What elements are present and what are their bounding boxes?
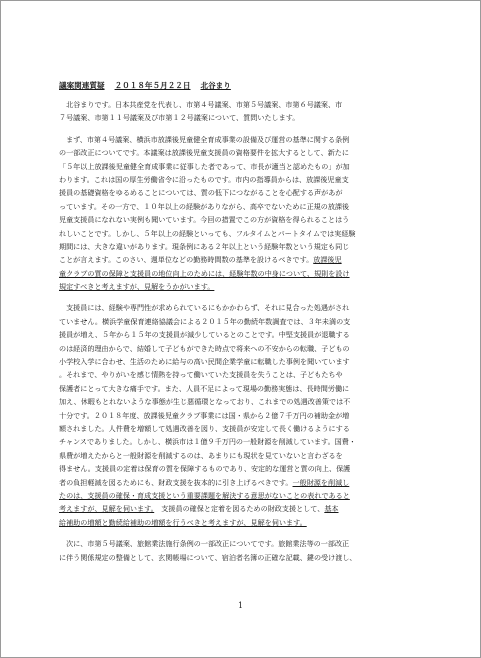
text-line — [59, 253, 425, 266]
text-segment: チャンスでありました。しかし、横浜市は１億９千万円の一般財源を削減しています。国費・ — [59, 437, 356, 447]
text-line — [59, 476, 425, 489]
text-line — [59, 173, 425, 186]
text-segment: 額されました。人件費を増額して処遇改善を図り、支援員が安定して長く働けるようにする — [59, 423, 350, 433]
underlined-segment: 規定すべきと考えますが、見解をうかがいます。 — [59, 282, 215, 292]
text-segment: に伴う関係規定の整備として、玄関帳場について、宿泊者名簿の正確な記載、鍵の受け渡し、 — [59, 552, 357, 562]
text-segment: 「５年以上放課後児童健全育成事業に従事した者であって、市長が適当と認めたもの」が加 — [59, 161, 350, 171]
text-line — [59, 280, 425, 293]
document-body — [59, 81, 425, 564]
heading-date: ２０１８年５月２２日 — [114, 81, 191, 90]
text-line — [59, 537, 425, 550]
text-segment: 期間には、大きな違いがあります。現条例にある２年以上という経験年数という規定も同じ — [59, 241, 350, 251]
underlined-segment: 給補助の増額と勤続給補助の増額を行うべきと考えますが、見解を伺います。 — [59, 517, 307, 527]
underlined-segment: 一般財源を削減し — [292, 477, 350, 487]
text-line — [59, 449, 425, 462]
document-heading — [59, 81, 425, 91]
text-line — [59, 240, 425, 253]
text-segment: 小学校入学に合わせ、生活のために給与の高い民間企業学童に転職した事例を聞いています — [59, 357, 350, 367]
text-segment: 北谷まりです。日本共産党を代表し、市第４号議案、市第５号議案、市第６号議案、市 — [59, 100, 343, 109]
text-line — [59, 200, 425, 213]
text-segment: 加え、休暇もとれないような事態が生じ悪循環となっており、これまでの処遇改善策では不 — [59, 397, 351, 407]
text-segment: っています。その一方で、１０年以上の経験がありながら、高卒でないために正規の放課後 — [59, 201, 350, 211]
underlined-segment: 基本 — [324, 504, 339, 514]
text-segment: のは経済的理由からで、結婚して子どもができた時点で将来への不安からの転職、子どもの — [59, 343, 350, 353]
text-segment: まず、市第４号議案、横浜市放課後児童健全育成事業の設備及び運営の基準に関する条例 — [59, 134, 350, 144]
text-line — [59, 489, 425, 502]
text-segment: ていません。横浜学童保育連絡協議会による２０１５年の勤続年数調査では、３年未満の支 — [59, 316, 351, 326]
text-line — [59, 186, 425, 199]
text-segment: 。それまで、やりがいを感じ情熱を持って働いていた支援員を失うことは、子どもたちや — [59, 370, 343, 380]
text-line — [59, 328, 425, 341]
text-line — [59, 98, 425, 111]
text-line — [59, 516, 425, 529]
text-line — [59, 382, 425, 395]
text-segment: 県費が増えたからと一般財源を削減するのは、あまりにも現状を見ていないと言わざるを — [59, 450, 343, 460]
text-segment: ７号議案、市第１１号議案及び市第１２号議案について、質問いたします。 — [59, 113, 300, 123]
text-line — [59, 462, 425, 475]
paragraph-gap — [59, 125, 425, 133]
paragraph — [59, 133, 425, 294]
paragraph-list — [59, 98, 425, 564]
text-line — [59, 368, 425, 381]
paragraph-gap — [59, 293, 425, 301]
text-line — [59, 315, 425, 328]
text-line — [59, 409, 425, 422]
underlined-segment: 放課後児 — [313, 255, 342, 265]
text-line — [59, 227, 425, 240]
text-segment: 支援員には、経験や専門性が求められているにもかかわらず、それに見合った処遇がされ — [59, 303, 350, 313]
text-segment: 児童支援員になれない実例も聞いています。今回の措置でこの方が資格を得られることはう — [59, 215, 350, 225]
text-line — [59, 435, 425, 448]
text-line — [59, 395, 425, 408]
text-segment: 次に、市第５号議案、旅館業法施行条例の一部改正についてです。旅館業法等の一部改正 — [59, 539, 350, 549]
text-line — [59, 342, 425, 355]
text-line — [59, 133, 425, 146]
heading-speaker: 北谷まり — [200, 81, 231, 90]
text-segment: れしいことです。しかし、５年以上の経験といっても、フルタイムとパートタイムでは実経験 — [59, 228, 356, 238]
text-segment: の一部改正についてです。本議案は放課後児童支援員の資格要件を拡大するとして、新たに — [59, 148, 349, 158]
text-line — [59, 355, 425, 368]
paragraph — [59, 301, 425, 529]
text-line — [59, 422, 425, 435]
page-number: 1 — [237, 601, 244, 610]
text-line — [59, 160, 425, 173]
paragraph — [59, 98, 425, 125]
text-line — [59, 551, 425, 564]
text-segment: 支援員の確保と定着を図るための財政支援として、 — [154, 504, 325, 514]
text-segment: 援員の基礎資格をゆるめることについては、質の低下につながることを心配する声があが — [59, 188, 343, 198]
text-line — [59, 213, 425, 226]
text-line — [59, 267, 425, 280]
text-line — [59, 301, 425, 314]
underlined-segment: たのは、支援員の確保・育成支援という重要課題を解決する意思がないことの表れであると — [59, 490, 350, 500]
text-line — [59, 146, 425, 159]
text-line — [59, 502, 425, 515]
text-segment: 者の負担軽減を図るためにも、財政支援を抜本的に引き上げるべきです。 — [59, 477, 293, 487]
text-segment: 十分です。２０１８年度、放課後児童クラブ事業には国・県から２億７千万円の補助金が増 — [59, 410, 350, 420]
text-segment: 保護者にとって大きな痛手です。また、人員不足によって現場の勤務実態は、長時間労働に — [59, 383, 350, 393]
underlined-segment: 童クラブの質の保障と支援員の地位向上のためには、経験年数の中身について、規則を設け — [59, 268, 350, 278]
text-segment: ことが言えます。このさい、週単位などの勤務時間数の基準を設けるべきです。 — [59, 255, 314, 265]
paragraph-gap — [59, 529, 425, 537]
heading-title: 議案関連質疑 — [59, 81, 105, 90]
text-segment: 援員が増え、５年から１５年の支援員が減少しているとのことです。中堅支援員が退職する — [59, 330, 350, 340]
text-segment: わります。これは国の厚生労働省令に沿ったものです。市内の指導員からは、放課後児童支 — [59, 174, 349, 184]
paragraph — [59, 537, 425, 564]
text-line — [59, 111, 425, 124]
underlined-segment: 考えますが、見解を伺います。 — [59, 504, 155, 514]
text-segment: 得ません。支援員の定着は保育の質を保障するものであり、安定的な運営と質の向上、保護 — [59, 464, 351, 474]
